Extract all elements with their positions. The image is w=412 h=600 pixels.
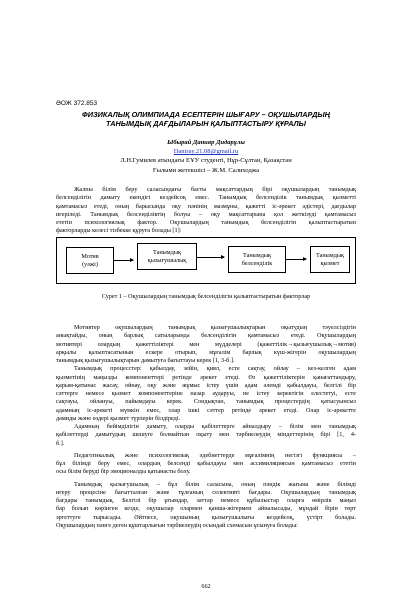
text-line: эргеттуге тырысады. Әйтпесе, оқушының қызығушылығы кездейсоқ, үстірт болады.: [56, 513, 356, 521]
diagram-box-label: (уәжі): [82, 260, 98, 268]
text-line: сәттерге немесе қызмет компоненттеріне назар аударуы, не істеу керектігін елестетуі, есте: [56, 390, 356, 397]
text-line: Жалпы білім беру саласындағы басты мақсаттардың бірі оқушылардың танымдық: [74, 186, 356, 193]
text-line: Танымдық қызығушылық – бұл білім саласына, оның пәндік жағына және білімді: [74, 480, 356, 488]
arrow-icon: [197, 257, 224, 258]
text-line: Танымдық процесстер: қабылдау, зейін, қиял, есте сақтау, ойлау – кез-келген адам: [74, 365, 356, 373]
text-line: белсенділігін дамыту екендігі кездейсоқ емес. Танымдық белсенділік танымдық қызметті: [56, 194, 356, 202]
text-line: игеру процесіне бағытталған және тұлғаның селективті бағдары. Оқушылардың танымдық: [56, 488, 356, 496]
title-line: ФИЗИКАЛЫҚ ОЛИМПИАДА ЕСЕПТЕРІН ШЫҒАРУ – ОҚУШЫЛАРДЫҢ: [82, 110, 330, 119]
diagram-box-cognitive-work: [310, 246, 350, 273]
text-line: Педагогикалық және психологиялық әдебиеттерде мұғалімнің негізгі функциясы –: [74, 451, 356, 459]
page-number: 662: [201, 583, 211, 590]
text-line: қабілеттерді дамытудың шешуге болмайтын оқыту мен тәрбиелеудің міндеттерінің бірі [1, 4-: [56, 431, 356, 439]
author-block: [40, 138, 372, 175]
diagram-box-label: Мотив: [81, 252, 99, 260]
paragraph: [56, 452, 356, 477]
figure-caption: Сурет 1 – Оқушылардың танымдық белсенділігін қалыптастыратын факторлар: [101, 293, 311, 300]
text-line: бұл білімді беру емес, олардың белсенді қабылдауы мен ассимиляциясын қамтамасыз ететін: [56, 460, 356, 467]
diagram-box-label: Танымдық: [152, 248, 182, 256]
diagram-box-label: қызмет: [320, 259, 340, 267]
text-line: қызметінің маңызды компоненттері ретінде әрекет етеді. Өз қажеттіліктерін қанағаттандыру,: [56, 373, 356, 381]
author-affiliation: Л.Н.Гумилев атындағы ЕҰУ студенті, Нұр-Сұлтан, Қазақстан: [120, 157, 292, 165]
author-email-link[interactable]: Daniray.21.08@gmail.ru: [173, 148, 239, 156]
main-text: [56, 324, 356, 530]
text-line: танымдық қызығушылықтарын дамытуға бағыттауы керек [1, 3-б.].: [56, 357, 235, 364]
diagram-box-interest: [137, 243, 197, 270]
text-line: мотивтері олардың қажеттіліктері мен мүдделері (қажеттілік→қызығушылық→мотив): [56, 340, 356, 348]
arrow-icon: [114, 260, 133, 261]
text-line: анықтайды, оның барлық сатыларында белсенділігін қамтамасыз етеді. Оқушылардың: [56, 332, 356, 340]
diagram-box-motive: [66, 247, 114, 274]
supervisor: Ғылыми жетекшісі – Ж.М. Салиходжа: [152, 166, 260, 174]
text-line: бар болып көрінген кезде, оқушылар олармен қанша-жігермен айналысады, мұндай бірін төрт: [56, 505, 356, 513]
text-line: дамиды және өздері қызмет түрлерін білдіреді.: [56, 414, 181, 422]
text-line: б.].: [56, 439, 65, 447]
intro-paragraph: [56, 186, 356, 236]
text-line: игеріледі. Танымдық белсенділіктің болуы – оқу мақсаттарына қол жеткізуді қамтамасыз: [56, 210, 356, 218]
article-title: [40, 110, 372, 129]
factor-diagram: [56, 237, 356, 284]
text-line: адамның іс-әрекеті мүмкін емес, олар ішкі сәттер ретінде әрекет етеді. Олар іс-әрекетте: [56, 406, 356, 414]
diagram-box-label: қызығушылық: [147, 256, 187, 264]
text-line: қарым-қатынас жасау, ойнау, оқу және жұмыс істеу үшін адам әлемді қабылдауы, белгілі бір: [56, 381, 356, 389]
paragraph: [56, 365, 356, 423]
arrow-icon: [286, 259, 306, 260]
text-line: бағдары танымдық. Белгілі бір ұғымдар, заттар немесе құбылыстар оларға өмірлік маңыз: [56, 497, 356, 504]
text-line: осы білім беруді бір эмоционалды қатынасты болу.: [56, 468, 191, 476]
paragraph: [56, 423, 356, 448]
text-line: қамтамасыз етеді, оның барысында оқу пәнінің мазмұны, қажетті іс-әрекет әдістері, дағдылар: [56, 202, 356, 210]
paragraph: [56, 481, 356, 531]
text-line: ететін психологиялық фактор. Оқушылардың танымдық белсенділігін қалыптастыратын: [56, 219, 356, 226]
paragraph: [56, 324, 356, 365]
text-line: факторларды келесі тізбекке құруға болады [1]:: [56, 227, 182, 235]
text-line: Адамның бейімділігін дамыту, оларды қабілеттерге айналдыру – білім мен танымдық: [74, 423, 356, 430]
author-name: Ыбырай Данияр Дидарұлы: [167, 139, 245, 146]
diagram-box-label: белсенділік: [241, 259, 273, 267]
title-line: ТАНЫМДЫҚ ДАҒДЫЛАРЫН ҚАЛЫПТАСТЫРУ ҚҰРАЛЫ: [106, 119, 306, 129]
text-line: сақтауы, ойлануы, пайымдауы керек. Сондықтан, танымдық процестердің қатысуынсыз: [56, 398, 356, 406]
diagram-box-label: Танымдық: [242, 251, 272, 259]
text-line: Оқушылардың пәнге деген құштарлығын тәрбиелеудің осындай схемасын ұсынуға болады:: [56, 521, 298, 529]
diagram-box-label: Танымдық: [315, 251, 345, 259]
udk-code: ӘОЖ 372.853: [56, 100, 98, 107]
text-line: Мотивтер оқушылардың танымдық қызығушылықтарын оқытудың тәуелсіздігін: [74, 324, 356, 331]
diagram-box-activity: [228, 246, 286, 273]
text-line: арқылы қалыптасатынын ескере отырып, мұғалім барлық күш-жігерін оқушылардың: [56, 348, 356, 356]
